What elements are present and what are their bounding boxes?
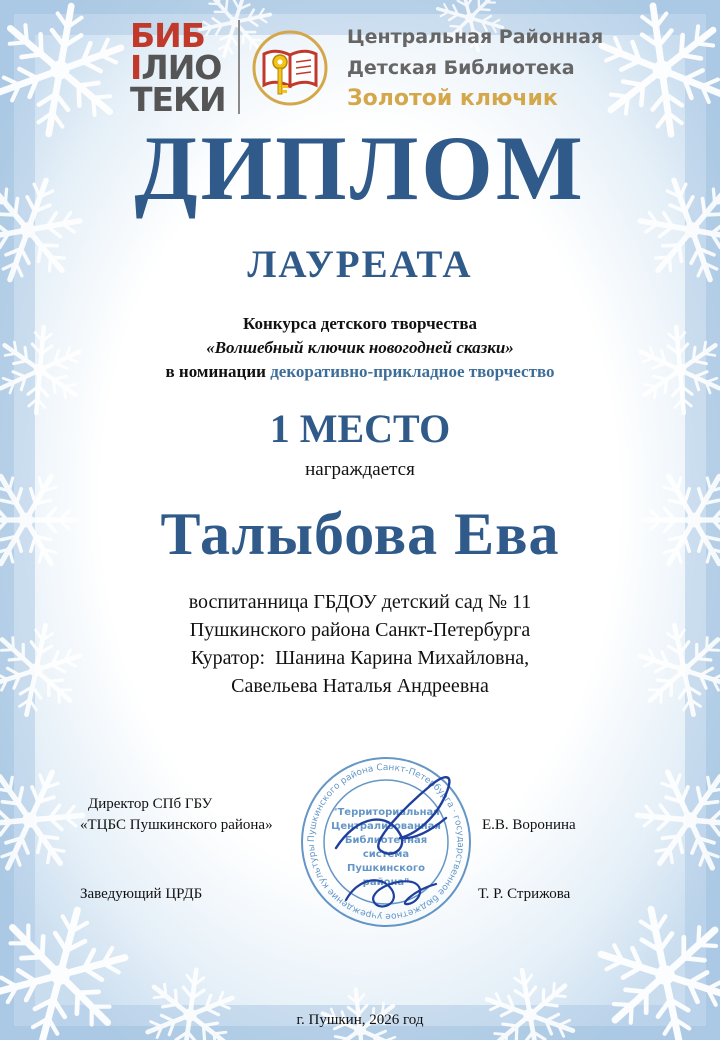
director-title-line-2: «ТЦБС Пушкинского района»	[80, 817, 273, 833]
seal-line-2: Централизованная	[331, 821, 441, 832]
contest-nomination-row	[0, 360, 720, 384]
seal-line-5: Пушкинского	[347, 863, 425, 874]
library-logo	[130, 16, 230, 119]
logo-line-1: БИБ	[130, 16, 205, 55]
round-seal	[296, 752, 476, 932]
seal-ring-text: Пушкинского района Санкт-Петербурга · государственное бюджетное учреждение культуры	[306, 762, 466, 922]
logo-line-3: ТЕКИ	[130, 80, 226, 119]
director-title-line-1: Директор СПб ГБУ	[88, 796, 213, 812]
diploma-title: ДИПЛОМ	[134, 117, 586, 219]
laureate-subtitle: ЛАУРЕАТА	[247, 243, 473, 286]
director-name: Е.В. Воронина	[482, 817, 576, 833]
library-name	[347, 22, 617, 114]
place-heading: 1 МЕСТО	[269, 406, 451, 451]
winner-name: Талыбова Ева	[160, 501, 560, 567]
awarded-label: награждается	[305, 459, 415, 480]
seal-line-3: Библиотечная	[344, 835, 428, 846]
contest-title: «Волшебный ключик новогодней сказки»	[206, 338, 514, 357]
details-line-3: Куратор: Шанина Карина Михайловна,	[190, 647, 530, 669]
head-name: Т. Р. Стрижова	[478, 886, 571, 902]
seal-line-4: система	[362, 849, 410, 860]
details-line-1: воспитанница ГБДОУ детский сад № 11	[188, 591, 532, 613]
library-name-line-2: Детская Библиотека	[347, 57, 575, 79]
logo-line-2-accent: І	[130, 48, 142, 87]
library-name-line-3: Золотой ключик	[347, 86, 558, 111]
nomination-prefix: в номинации	[165, 362, 271, 381]
nomination-name: декоративно-прикладное творчество	[270, 362, 555, 381]
open-book-with-golden-key-icon	[250, 28, 330, 108]
footer-place-year: г. Пушкин, 2026 год	[296, 1012, 424, 1028]
details-line-4: Савельева Наталья Андреевна	[231, 675, 489, 697]
seal-line-1: "Территориальная	[332, 807, 440, 818]
winner-details	[0, 588, 720, 700]
logo-divider	[238, 20, 240, 114]
library-name-line-1: Центральная Районная	[347, 26, 604, 48]
contest-name: Конкурса детского творчества	[242, 314, 477, 333]
details-line-2: Пушкинского района Санкт-Петербурга	[189, 619, 531, 641]
seal-line-6: района"	[362, 877, 410, 888]
logo-line-2-rest: ЛИО	[141, 48, 222, 87]
contest-info	[0, 312, 720, 384]
head-title: Заведующий ЦРДБ	[80, 886, 203, 902]
